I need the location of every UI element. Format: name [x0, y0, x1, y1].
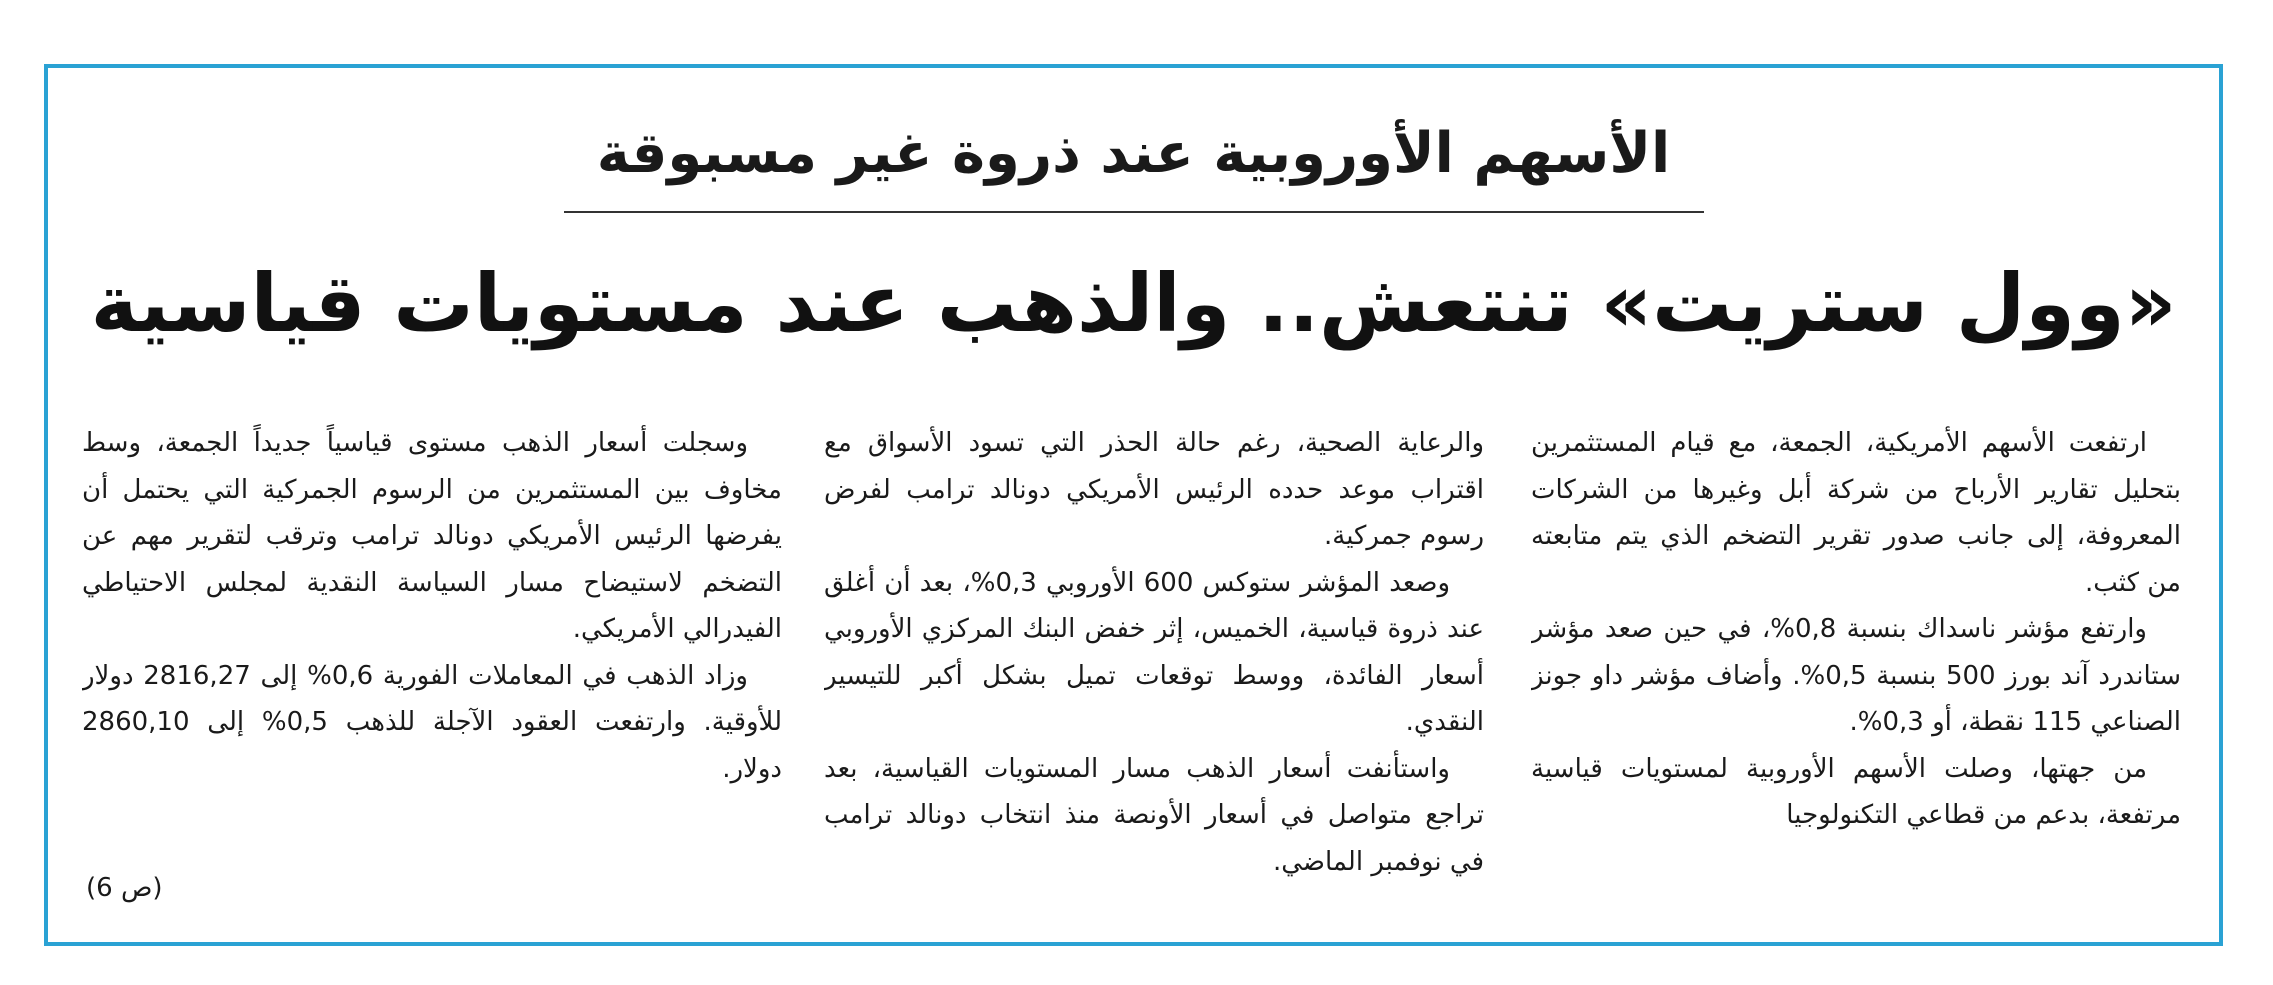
column-2-paragraph-2: وصعد المؤشر ستوكس 600 الأوروبي 0,3%، بعد أن أغلق عند ذروة قياسية، الخميس، إثر خفض البنك المركزي الأوروبي أسعار الفائدة، ووسط توقعات تميل بشكل أكبر للتيسير النقدي.	[824, 567, 1484, 737]
article-column-1	[1531, 420, 2181, 930]
kicker-divider	[564, 211, 1704, 213]
article-headline: «وول ستريت» تنتعش.. والذهب عند مستويات قياسية	[90, 257, 2177, 350]
column-1-paragraph-1: ارتفعت الأسهم الأمريكية، الجمعة، مع قيام المستثمرين بتحليل تقارير الأرباح من شركة أبل وغيرها من الشركات المعروفة، إلى جانب صدور تقرير التضخم الذي يتم متابعته من كثب.	[1531, 428, 2181, 598]
column-2-paragraph-3: واستأنفت أسعار الذهب مسار المستويات القياسية، بعد تراجع متواصل في أسعار الأونصة منذ انتخاب دونالد ترامب في نوفمبر الماضي.	[824, 753, 1484, 877]
article-column-2	[824, 420, 1484, 930]
column-2-paragraph-1: والرعاية الصحية، رغم حالة الحذر التي تسود الأسواق مع اقتراب موعد حدده الرئيس الأمريكي دونالد ترامب لفرض رسوم جمركية.	[824, 428, 1484, 551]
article-frame	[44, 64, 2223, 946]
column-3-paragraph-1: وسجلت أسعار الذهب مستوى قياسياً جديداً الجمعة، وسط مخاوف بين المستثمرين من الرسوم الجمركية التي يحتمل أن يفرضها الرئيس الأمريكي دونالد ترامب وترقب لتقرير مهم عن التضخم لاستيضاح مسار السياسة النقدية لمجلس الاحتياطي الفيدرالي الأمريكي.	[82, 428, 782, 644]
column-3-paragraph-2: وزاد الذهب في المعاملات الفورية 0,6% إلى 2816,27 دولار للأوقية. وارتفعت العقود الآجلة للذهب 0,5% إلى 2860,10 دولار.	[82, 660, 782, 784]
column-1-paragraph-3: من جهتها، وصلت الأسهم الأوروبية لمستويات قياسية مرتفعة، بدعم من قطاعي التكنولوجيا	[1531, 753, 2181, 830]
article-kicker: الأسهم الأوروبية عند ذروة غير مسبوقة	[596, 121, 1671, 186]
article-column-3	[82, 420, 782, 930]
column-1-paragraph-2: وارتفع مؤشر ناسداك بنسبة 0,8%، في حين صعد مؤشر ستاندرد آند بورز 500 بنسبة 0,5%. وأضاف مؤشر داو جونز الصناعي 115 نقطة، أو 0,3%.	[1531, 614, 2181, 737]
page-reference: (ص 6)	[86, 873, 163, 903]
